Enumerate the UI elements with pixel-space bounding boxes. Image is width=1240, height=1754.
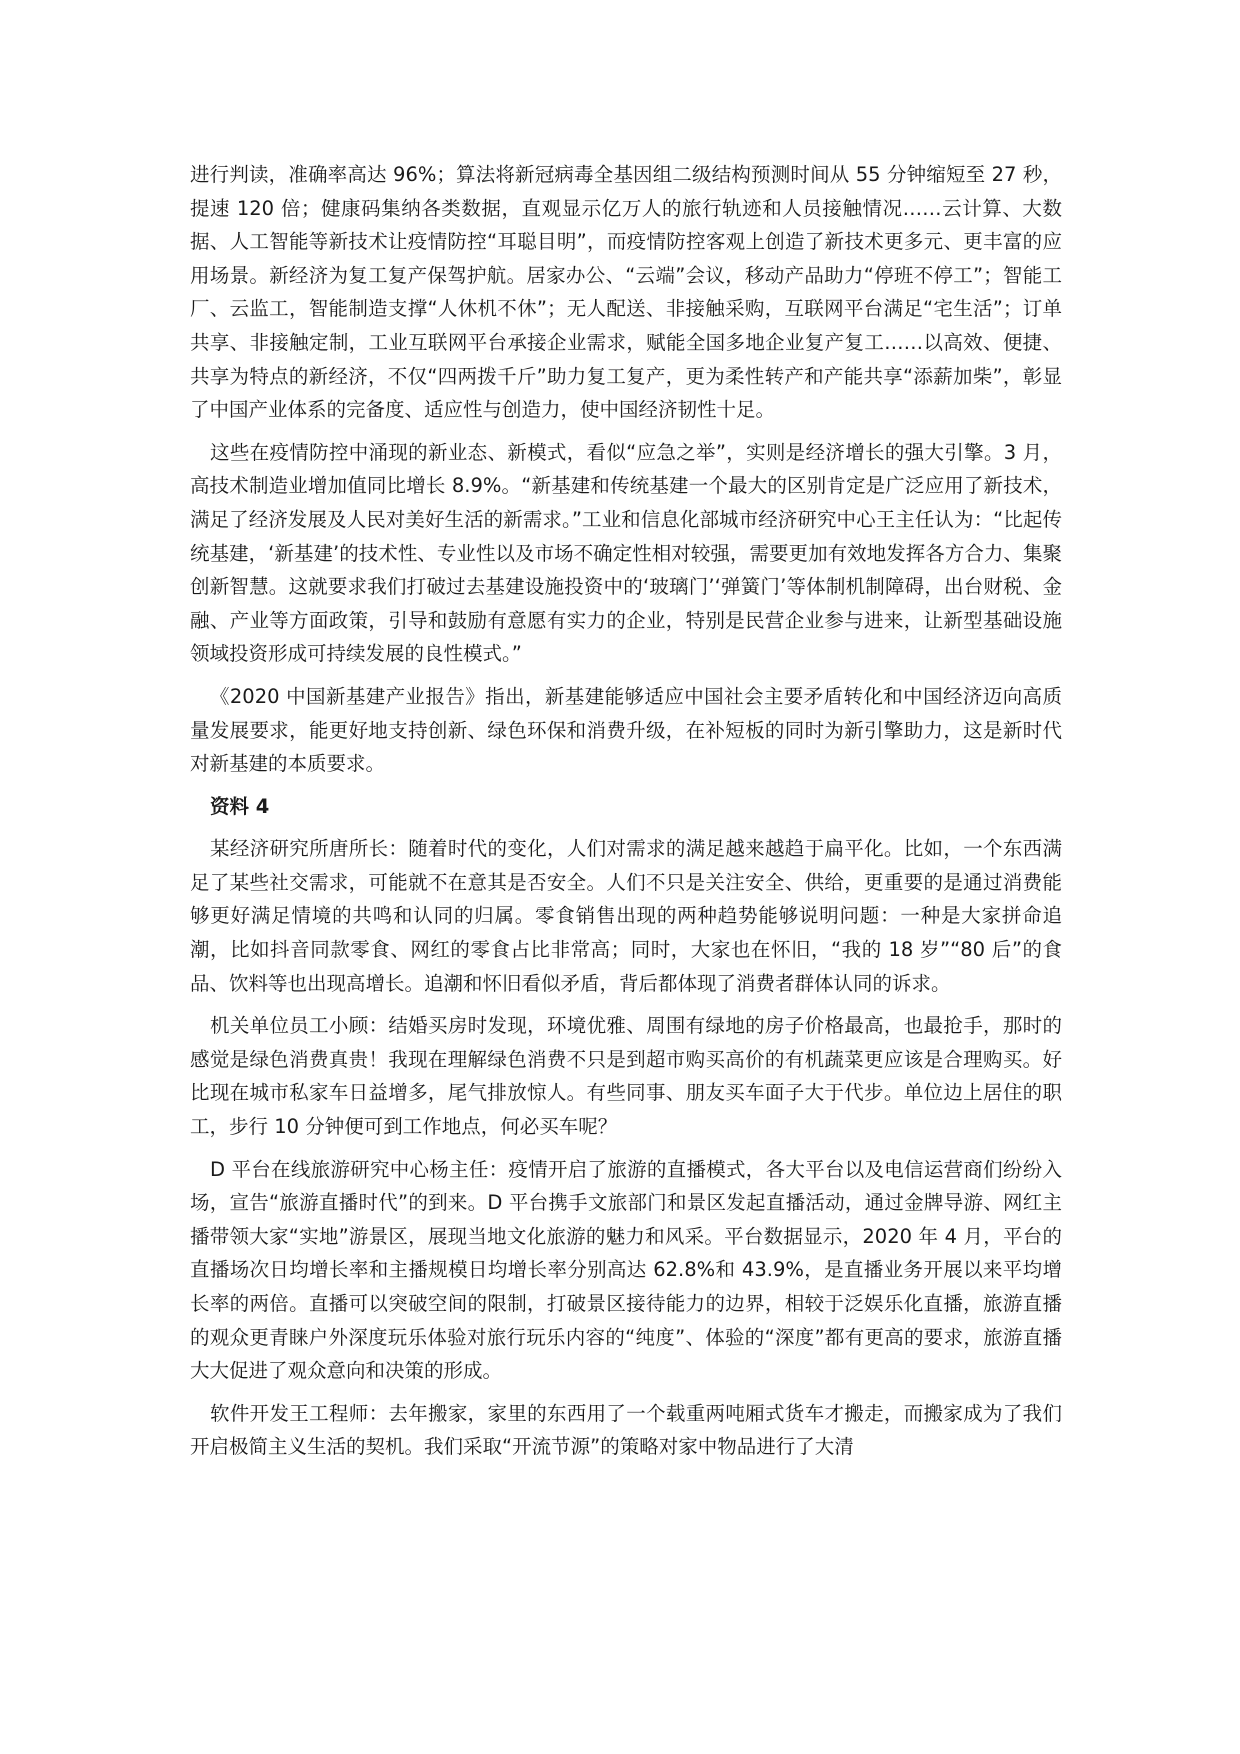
section-heading: 资料 4	[210, 794, 270, 818]
paragraph-new-economy: 这些在疫情防控中涌现的新业态、新模式，看似“应急之举”，实则是经济增长的强大引擎。3 月，高技术制造业增加值同比增长 8.9%。“新基建和传统基建一个最大的区别肯定是广泛应用了新技术，满足了经济发展及人民对美好生活的新需求。”工业和信息化部城市经济研究中心王主任认为：“比起传统基建，‘新基建’的技术性、专业性以及市场不确定性相对较强，需要更加有效地发挥各方合力、集聚创新智慧。这就要求我们打破过去基建设施投资中的‘玻璃门’‘弹簧门’等体制机制障碍，出台财税、金融、产业等方面政策，引导和鼓励有意愿有实力的企业，特别是民营企业参与进来，让新型基础设施领域投资形成可持续发展的良性模式。”	[190, 440, 1062, 666]
paragraph-gu: 机关单位员工小顾：结婚买房时发现，环境优雅、周围有绿地的房子价格最高，也最抢手，那时的感觉是绿色消费真贵！我现在理解绿色消费不只是到超市购买高价的有机蔬菜更应该是合理购买。好比现在城市私家车日益增多，尾气排放惊人。有些同事、朋友买车面子大于代步。单位边上居住的职工，步行 10 分钟便可到工作地点，何必买车呢？	[190, 1014, 1062, 1139]
document-page	[190, 158, 1062, 1473]
paragraph-continued: 进行判读，准确率高达 96%；算法将新冠病毒全基因组二级结构预测时间从 55 分钟缩短至 27 秒，提速 120 倍；健康码集纳各类数据，直观显示亿万人的旅行轨迹和人员接触情况……云计算、大数据、人工智能等新技术让疫情防控“耳聪目明”，而疫情防控客观上创造了新技术更多元、更丰富的应用场景。新经济为复工复产保驾护航。居家办公、“云端”会议，移动产品助力“停班不停工”；智能工厂、云监工，智能制造支撑“人休机不休”；无人配送、非接触采购，互联网平台满足“宅生活”；订单共享、非接触定制，工业互联网平台承接企业需求，赋能全国多地企业复产复工……以高效、便捷、共享为特点的新经济，不仅“四两拨千斤”助力复工复产，更为柔性转产和产能共享“添薪加柴”，彰显了中国产业体系的完备度、适应性与创造力，使中国经济韧性十足。	[190, 163, 1062, 422]
paragraph-tang: 某经济研究所唐所长：随着时代的变化，人们对需求的满足越来越趋于扁平化。比如，一个东西满足了某些社交需求，可能就不在意其是否安全。人们不只是关注安全、供给，更重要的是通过消费能够更好满足情境的共鸣和认同的归属。零食销售出现的两种趋势能够说明问题：一种是大家拼命追潮，比如抖音同款零食、网红的零食占比非常高；同时，大家也在怀旧，“我的 18 岁”“80 后”的食品、饮料等也出现高增长。追潮和怀旧看似矛盾，背后都体现了消费者群体认同的诉求。	[190, 837, 1062, 995]
paragraph-wang: 软件开发王工程师：去年搬家，家里的东西用了一个载重两吨厢式货车才搬走，而搬家成为了我们开启极简主义生活的契机。我们采取“开流节源”的策略对家中物品进行了大清	[190, 1401, 1062, 1459]
paragraph-yang: D 平台在线旅游研究中心杨主任：疫情开启了旅游的直播模式，各大平台以及电信运营商们纷纷入场，宣告“旅游直播时代”的到来。D 平台携手文旅部门和景区发起直播活动，通过金牌导游、网红主播带领大家“实地”游景区，展现当地文化旅游的魅力和风采。平台数据显示，2020 年 4 月，平台的直播场次日均增长率和主播规模日均增长率分别高达 62.8%和 43.9%，是直播业务开展以来平均增长率的两倍。直播可以突破空间的限制，打破景区接待能力的边界，相较于泛娱乐化直播，旅游直播的观众更青睐户外深度玩乐体验对旅行玩乐内容的“纯度”、体验的“深度”都有更高的要求，旅游直播大大促进了观众意向和决策的形成。	[190, 1157, 1062, 1383]
paragraph-report: 《2020 中国新基建产业报告》指出，新基建能够适应中国社会主要矛盾转化和中国经济迈向高质量发展要求，能更好地支持创新、绿色环保和消费升级，在补短板的同时为新引擎助力，这是新时代对新基建的本质要求。	[190, 684, 1062, 776]
